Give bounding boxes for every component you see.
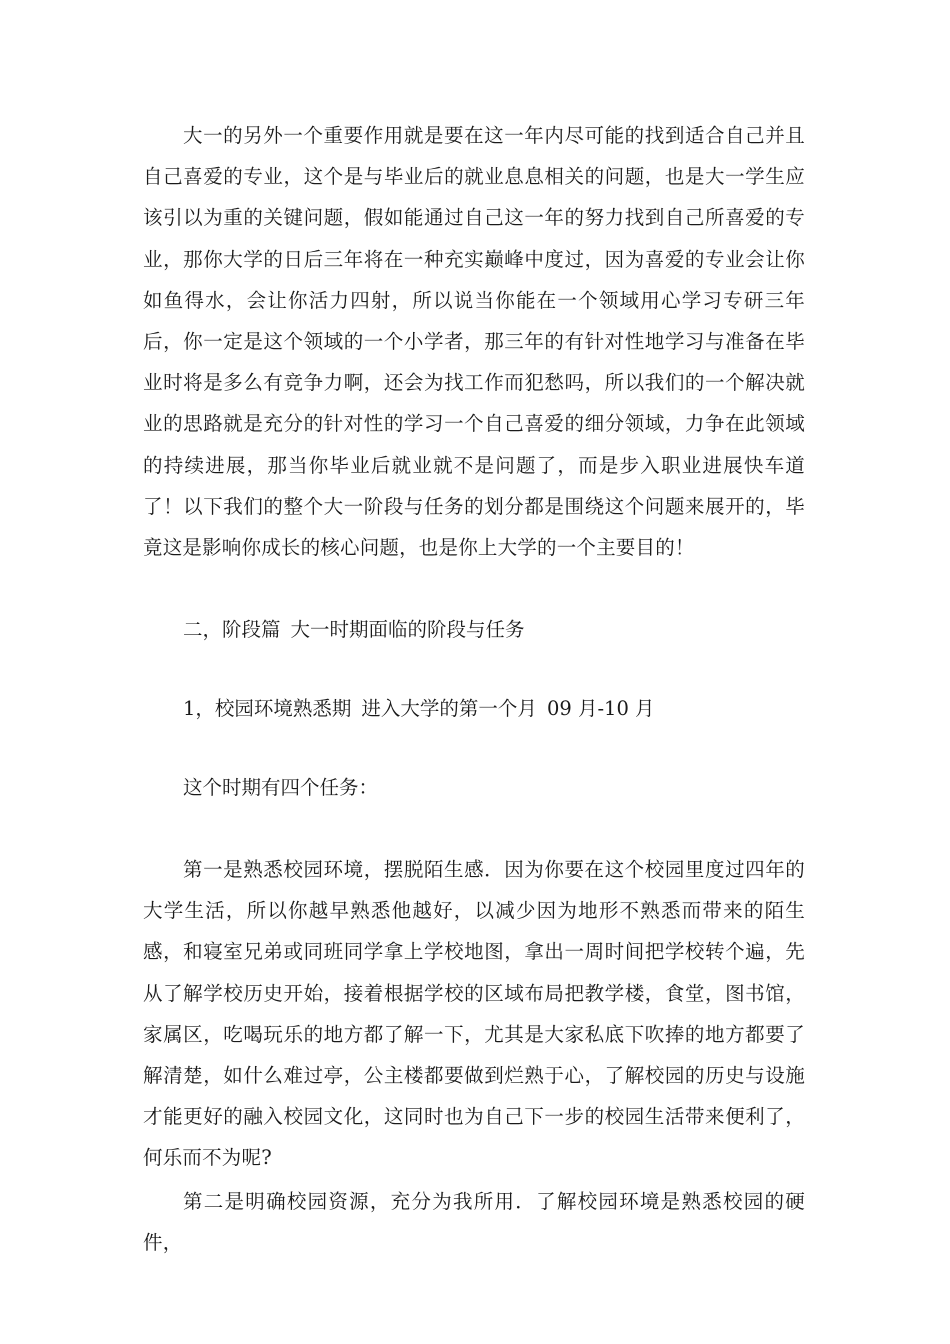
section-heading-title: 大一时期面临的阶段与任务 xyxy=(290,618,525,641)
paragraph-task-one: 第一是熟悉校园环境，摆脱陌生感．因为你要在这个校园里度过四年的大学生活，所以你越早熟悉他越好，以减少因为地形不熟悉而带来的陌生感，和寝室兄弟或同班同学拿上学校地图，拿出一周时间把学校转个遍，先从了解学校历史开始，接着根据学校的区域布局把教学楼，食堂，图书馆，家属区，吃喝玩乐的地方都了解一下，尤其是大家私底下吹捧的地方都要了解清楚，如什么难过亭，公主楼都要做到烂熟于心，了解校园的历史与设施才能更好的融入校园文化，这同时也为自己下一步的校园生活带来便利了，何乐而不为呢? xyxy=(143,858,805,1170)
section-heading-number: 二，阶段篇 xyxy=(183,618,281,641)
paragraph-task-two: 第二是明确校园资源，充分为我所用．了解校园环境是熟悉校园的硬件， xyxy=(143,1190,805,1255)
stage-heading-dates: 09 月-10 月 xyxy=(546,697,655,720)
stage-heading xyxy=(183,694,655,724)
paragraph-major-selection: 大一的另外一个重要作用就是要在这一年内尽可能的找到适合自己并且自己喜爱的专业，这个是与毕业后的就业息息相关的问题，也是大一学生应该引以为重的关键问题，假如能通过自己这一年的努力找到自己所喜爱的专业，那你大学的日后三年将在一种充实巅峰中度过，因为喜爱的专业会让你如鱼得水，会让你活力四射，所以说当你能在一个领域用心学习专研三年后，你一定是这个领域的一个小学者，那三年的有针对性地学习与准备在毕业时将是多么有竞争力啊，还会为找工作而犯愁吗，所以我们的一个解决就业的思路就是充分的针对性的学习一个自己喜爱的细分领域，力争在此领域的持续进展，那当你毕业后就业就不是问题了，而是步入职业进展快车道了！以下我们的整个大一阶段与任务的划分都是围绕这个问题来展开的，毕竟这是影响你成长的核心问题，也是你上大学的一个主要目的！ xyxy=(143,124,805,560)
stage-heading-name: 1，校园环境熟悉期 xyxy=(183,697,352,720)
section-heading xyxy=(183,615,525,645)
tasks-intro: 这个时期有四个任务： xyxy=(183,776,379,799)
stage-heading-period: 进入大学的第一个月 xyxy=(361,697,537,720)
